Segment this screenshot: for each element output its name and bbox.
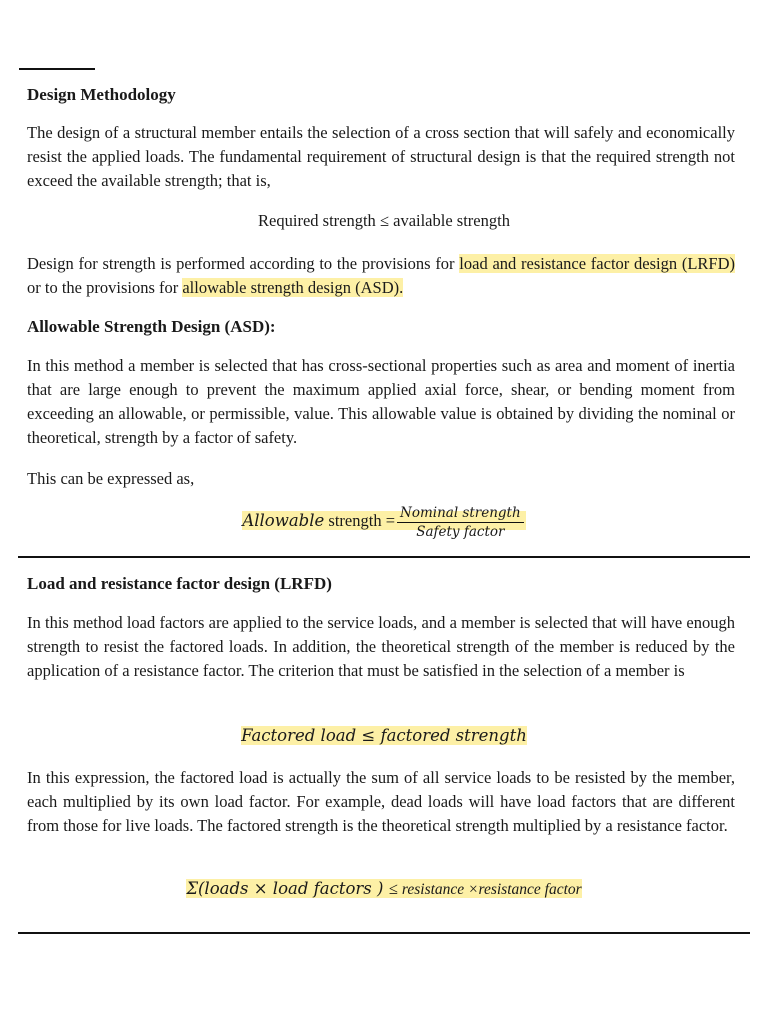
eq-strength-word: strength [324, 511, 386, 531]
eq-allowable: Allowable [242, 511, 325, 531]
sum-loads-equation [0, 879, 768, 899]
design-methodology-heading: Design Methodology [27, 85, 176, 104]
sum-equation-highlight [186, 879, 581, 898]
provisions-text-b: or to the provisions for [27, 278, 183, 297]
bottom-rule [18, 932, 750, 934]
factored-equation-highlight: Factored load ≤ factored strength [241, 726, 527, 745]
eq-fraction [397, 505, 524, 540]
eq-denominator: Safety factor [416, 524, 505, 540]
factored-load-equation [0, 726, 768, 746]
design-provisions-paragraph [27, 252, 735, 300]
design-intro-paragraph: The design of a structural member entails the selection of a cross section that will safely and economically resist the applied loads. The fundamental requirement of structural design is that the required strength not exceed the available strength; that is, [27, 123, 735, 190]
eq-equals: = [385, 511, 396, 531]
sum-eq-le: ≤ [388, 879, 402, 898]
lrfd-expression-paragraph: In this expression, the factored load is actually the sum of all service loads to be resisted by the member, each multiplied by its own load factor. For example, dead loads will have load factors that are different from those for live loads. The factored strength is the theoretical strength multiplied by a resistance factor. [27, 768, 735, 835]
asd-highlight: allowable strength design (ASD). [182, 278, 404, 297]
eq-numerator: Nominal strength [397, 505, 524, 523]
asd-heading: Allowable Strength Design (ASD): [27, 317, 276, 336]
allowable-strength-equation [0, 505, 768, 540]
top-short-rule [19, 68, 95, 70]
section-divider [18, 556, 750, 558]
sum-eq-math: Σ(loads × load factors ) [186, 879, 389, 898]
required-strength-equation: Required strength ≤ available strength [258, 211, 510, 230]
equation-highlight [242, 505, 525, 540]
asd-description-paragraph: In this method a member is selected that has cross-sectional properties such as area and moment of inertia that are large enough to prevent the maximum applied axial force, shear, or bending moment from exceeding an allowable, or permissible, value. This allowable value is obtained by dividing the nominal or theoretical, strength by a factor of safety. [27, 356, 735, 447]
lrfd-description-paragraph: In this method load factors are applied to the service loads, and a member is selected that will have enough strength to resist the factored loads. In addition, the theoretical strength of the member is reduced by the application of a resistance factor. The criterion that must be satisfied in the selection of a member is [27, 613, 735, 680]
lrfd-heading: Load and resistance factor design (LRFD) [27, 574, 332, 593]
asd-expressed-as: This can be expressed as, [27, 469, 195, 488]
lrfd-highlight: load and resistance factor design (LRFD) [459, 254, 735, 273]
provisions-text-a: Design for strength is performed according to the provisions for [27, 254, 460, 273]
sum-eq-resistance: resistance ×resistance factor [401, 881, 582, 898]
